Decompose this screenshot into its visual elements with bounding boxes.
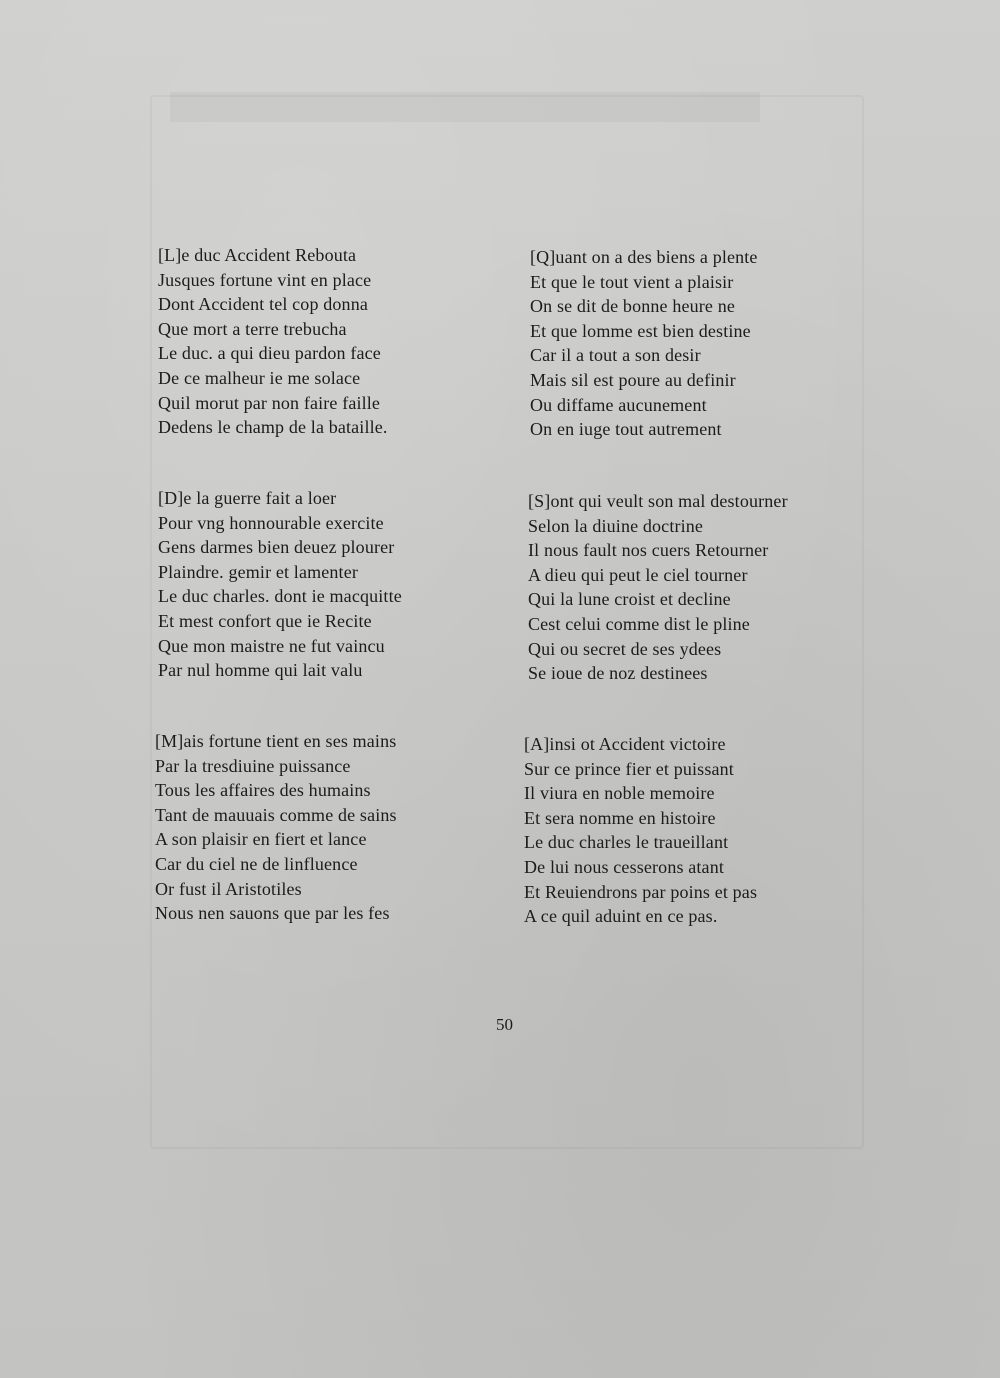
verse-line: [L]e duc Accident Rebouta [158,245,357,265]
stanza-right-3 [524,732,757,929]
verse-line: Le duc charles. dont ie macquitte [158,586,402,607]
verse-line: Qui la lune croist et decline [528,589,731,610]
verse-line: Dedens le champ de la bataille. [158,417,388,438]
verse-line: De ce malheur ie me solace [158,367,361,388]
verse-line: Tant de mauuais comme de sains [155,804,397,825]
verse-line: Il nous fault nos cuers Retourner [528,540,769,561]
verse-line: Selon la diuine doctrine [528,515,704,536]
stanza-left-2 [158,486,402,683]
verse-line: Tous les affaires des humains [155,780,371,801]
verse-line: Pour vng honnourable exercite [158,512,384,533]
verse-line: [M]ais fortune tient en ses mains [155,731,397,751]
verse-line: Et que lomme est bien destine [530,320,751,341]
page-number: 50 [496,1015,513,1034]
verse-line: Se ioue de noz destinees [528,663,708,684]
verse-line: On en iuge tout autrement [530,419,722,440]
verse-line: [Q]uant on a des biens a plente [530,247,758,267]
verse-line: A dieu qui peut le ciel tourner [528,564,748,585]
stanza-right-1 [530,245,758,442]
verse-line: Car il a tout a son desir [530,345,701,366]
verse-line: Par nul homme qui lait valu [158,660,363,681]
verse-line: Et que le tout vient a plaisir [530,271,734,292]
verse-line: Qui ou secret de ses ydees [528,638,722,659]
verse-line: Il viura en noble memoire [524,783,715,804]
verse-line: A ce quil aduint en ce pas. [524,906,718,927]
show-through-header [170,92,760,122]
verse-line: Nous nen sauons que par les fes [155,903,390,924]
verse-line: Jusques fortune vint en place [158,269,372,290]
verse-line: Que mort a terre trebucha [158,318,347,339]
verse-line: Car du ciel ne de linfluence [155,853,358,874]
stanza-left-1 [158,243,388,440]
verse-line: Mais sil est poure au definir [530,369,736,390]
verse-line: Sur ce prince fier et puissant [524,758,734,779]
verse-line: Cest celui comme dist le pline [528,613,750,634]
verse-line: [A]insi ot Accident victoire [524,734,726,754]
verse-line: Et sera nomme en histoire [524,807,716,828]
verse-line: Or fust il Aristotiles [155,878,302,899]
verse-line: Gens darmes bien deuez plourer [158,537,395,558]
verse-line: Quil morut par non faire faille [158,392,381,413]
verse-line: Le duc. a qui dieu pardon face [158,343,381,364]
verse-line: Que mon maistre ne fut vaincu [158,635,385,656]
verse-line: De lui nous cesserons atant [524,856,725,877]
verse-line: On se dit de bonne heure ne [530,296,735,317]
verse-line: Dont Accident tel cop donna [158,294,368,315]
verse-line: Ou diffame aucunement [530,394,707,415]
verse-line: Par la tresdiuine puissance [155,755,351,776]
verse-line: Le duc charles le traueillant [524,832,729,853]
verse-line: [D]e la guerre fait a loer [158,488,337,508]
verse-line: Et Reuiendrons par poins et pas [524,881,758,902]
verse-line: A son plaisir en fiert et lance [155,829,367,850]
verse-line: [S]ont qui veult son mal destourner [528,491,788,511]
verse-line: Plaindre. gemir et lamenter [158,561,358,582]
stanza-right-2 [528,489,788,686]
stanza-left-3 [155,729,397,926]
verse-line: Et mest confort que ie Recite [158,610,372,631]
